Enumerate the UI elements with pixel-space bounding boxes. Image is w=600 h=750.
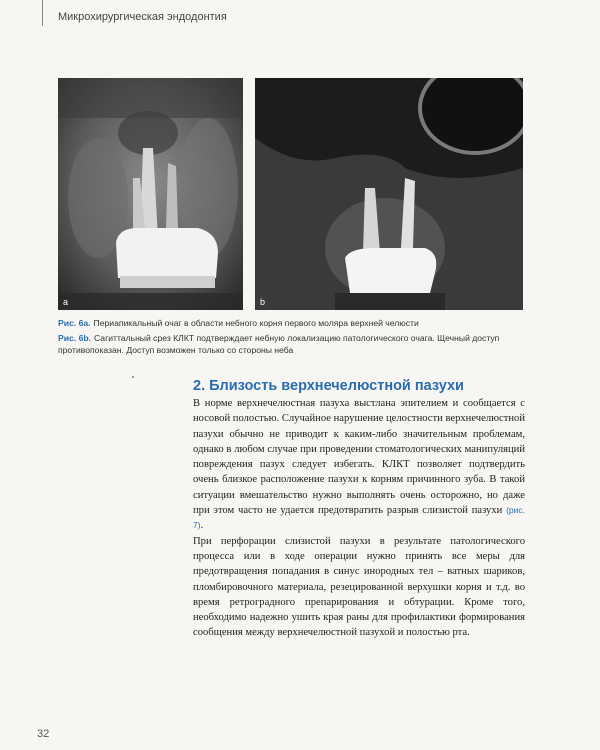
margin-dot (132, 376, 134, 378)
paragraph-1 (193, 396, 525, 534)
figure-6a-radiograph (58, 78, 243, 310)
radiograph-image (58, 78, 243, 310)
cbct-image (255, 78, 523, 310)
caption-6a (58, 317, 528, 330)
panel-letter-b: b (260, 297, 266, 307)
figure-captions (58, 317, 528, 359)
header-rule (42, 0, 43, 26)
paragraph-1-end: . (200, 520, 204, 532)
section-body (193, 396, 525, 641)
panel-letter-a: a (63, 297, 69, 307)
caption-6b (58, 332, 528, 357)
page-number: 32 (37, 728, 50, 740)
caption-6b-label: Рис. 6b. (58, 332, 91, 343)
caption-6b-text: Сагиттальный срез КЛКТ подтверждает небную локализацию патологического очага. Щечный доступ противопоказан. Доступ возможен только со стороны неба (58, 332, 500, 355)
section-title: 2. Близость верхнечелюстной пазухи (193, 378, 464, 394)
figure-7-reference[interactable]: (рис. 7) (193, 505, 525, 531)
caption-6a-label: Рис. 6a. (58, 318, 91, 328)
paragraph-2: При перфорации слизистой пазухи в результате патологического процесса или в ходе операции нужно принять все меры для предотвращения попадания в синус инородных тел – ватных шариков, пломбировочного материала, резецированной верхушки корня и т.д. во время ретроградного препарирования и обтурации. Кроме того, необходимо надежно ушить края раны для профилактики формирования сообщения между верхнечелюстной пазухой и полостью рта. (193, 535, 525, 639)
running-title: Микрохирургическая эндодонтия (58, 11, 227, 23)
figure-6b-cbct (255, 78, 523, 310)
paragraph-1-text: В норме верхнечелюстная пазуха выстлана эпителием и сообщается с носовой полостью. Случайное нарушение целостности верхнечелюстной пазухи обычно не приводит к каким-либо значительным проблемам, однако в любом случае при проведении стоматологических манипуляций повреждения пазух следует избегать. КЛКТ позволяет подтвердить очень близкое расположение пазухи к корням причинного зуба. В такой ситуации вмешательство нужно выполнять очень осторожно, но даже при этом часто не удается предотвратить разрыв слизистой пазухи (193, 398, 525, 517)
caption-6a-text: Периапикальный очаг в области небного корня первого моляра верхней челюсти (93, 318, 419, 328)
